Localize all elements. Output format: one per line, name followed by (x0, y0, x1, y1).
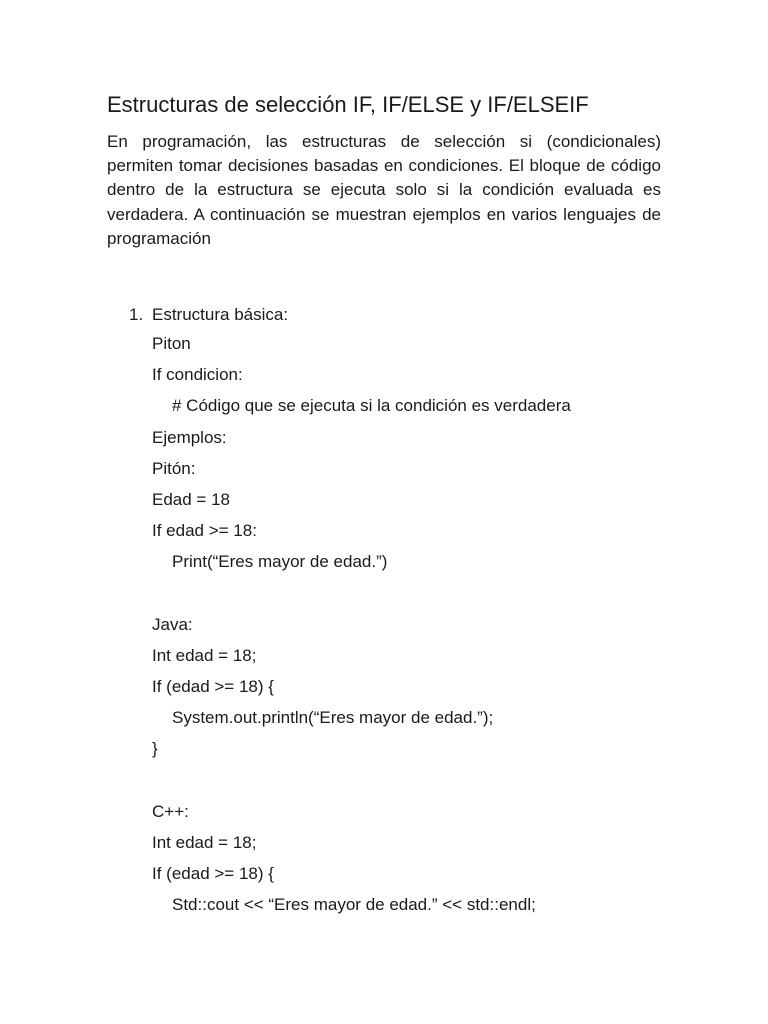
example-line: Pitón: (152, 458, 196, 478)
list-item (107, 302, 667, 328)
list-item-heading: Estructura básica: (152, 305, 289, 324)
example-line: Java: (152, 614, 193, 634)
list-item-number (107, 302, 152, 328)
intro-paragraph: En programación, las estructuras de selección si (condicionales) permiten tomar decisiones basadas en condiciones. El bloque de código dentro de la estructura se ejecuta solo si la condición evaluada es verdadera. A continuación se muestran ejemplos en varios lenguajes de programación (107, 132, 661, 248)
blank-line (152, 765, 667, 796)
document-title: Estructuras de selección IF, IF/ELSE y IF/ELSEIF (107, 92, 589, 117)
example-line: If condicion: (152, 365, 243, 385)
example-line: If edad >= 18: (152, 521, 257, 541)
example-line: Int edad = 18; (152, 833, 257, 852)
example-line: If (edad >= 18) { (152, 864, 274, 884)
example-line: Ejemplos: (152, 427, 227, 447)
example-line: System.out.println(“Eres mayor de edad.”); (172, 708, 494, 728)
list-number-text: 1. (129, 305, 144, 324)
example-line: Edad = 18 (152, 489, 230, 509)
example-line: Print(“Eres mayor de edad.”) (172, 552, 388, 572)
example-line: # Código que se ejecuta si la condición es verdadera (172, 396, 571, 416)
example-line: Piton (152, 334, 191, 353)
blank-line (152, 578, 667, 609)
example-line: If (edad >= 18) { (152, 677, 274, 697)
example-line: Std::cout << “Eres mayor de edad.” << std::endl; (172, 895, 536, 915)
example-lines (107, 328, 667, 921)
example-line: C++: (152, 801, 189, 821)
example-line: Int edad = 18; (152, 645, 257, 665)
numbered-list (107, 302, 667, 921)
example-line: } (152, 739, 158, 759)
